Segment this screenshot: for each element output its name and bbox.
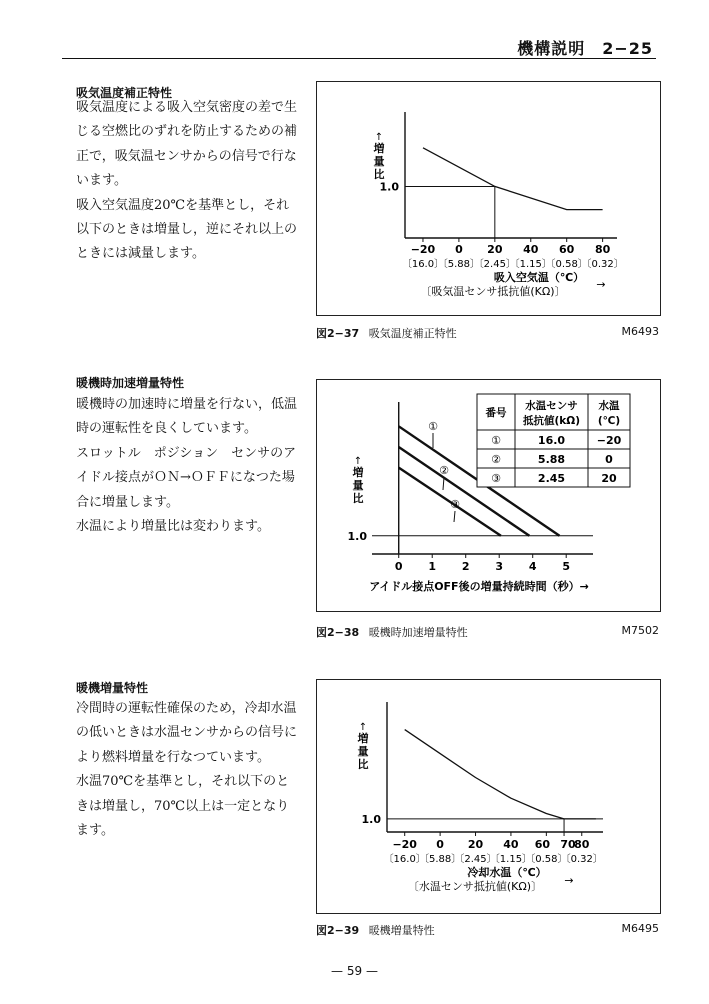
x-tick-label: 20: [467, 838, 484, 851]
y-axis-label-char: 量: [352, 479, 364, 492]
x-tick-label: 0: [394, 560, 403, 573]
figure-2-38-chart: [317, 380, 660, 611]
x-sub-tick-label: 〔1.15〕: [489, 854, 533, 865]
figure-code: M7502: [621, 624, 659, 637]
y-axis-label-char: 比: [373, 168, 385, 181]
x-sub-tick-label: 〔2.45〕: [454, 854, 497, 865]
section-title-intake-temp: 吸気温度補正特性: [76, 86, 173, 100]
page-header-title: 機構説明 2−25: [517, 39, 653, 58]
x-tick-label: 3: [495, 560, 504, 573]
section-title-warmup-accel: 暖機時加速増量特性: [76, 376, 185, 390]
page-number: — 59 —: [331, 964, 378, 978]
y-tick-label: 1.0: [379, 180, 399, 194]
section-body-warmup-enrich: [76, 697, 301, 843]
x-axis-arrow: →: [596, 278, 606, 291]
y-axis-label-char: 量: [373, 155, 385, 168]
x-tick-label: −20: [410, 243, 436, 256]
figure-2-38-panel: [316, 379, 661, 612]
legend-table-cell: 2.45: [537, 472, 566, 485]
paragraph: 水温により増量比は変わります。: [76, 519, 270, 535]
x-sub-tick-label: 〔16.0〕: [401, 259, 445, 270]
section-title-warmup-enrich: 暖機増量特性: [76, 681, 149, 695]
y-axis-label-arrow: ↑: [353, 456, 363, 467]
paragraph: 水温70℃を基準とし，それ以下のときは増量し，70℃以上は一定となります。: [76, 774, 290, 839]
series-line: [405, 730, 596, 819]
legend-table-cell: 16.0: [537, 434, 566, 447]
series-line: [423, 148, 603, 210]
legend-table-header: 水温センサ: [525, 400, 578, 412]
series-label: ①: [428, 420, 438, 433]
series-pointer: [443, 477, 444, 490]
paragraph: 吸気温度による吸入空気密度の差で生じる空燃比のずれを防止するための補正で，吸気温センサからの信号で行ないます。: [76, 100, 298, 189]
x-tick-label: 40: [523, 243, 539, 256]
y-tick-label: 1.0: [347, 529, 367, 543]
series-label: ②: [439, 464, 449, 477]
x-tick-label: 20: [487, 243, 503, 256]
y-axis-label-char: 増: [352, 466, 364, 479]
header-rule: [62, 58, 656, 59]
legend-table-header: 番号: [485, 407, 507, 419]
x-sub-tick-label: 〔2.45〕: [473, 259, 516, 270]
figure-2-39-panel: [316, 679, 661, 914]
y-axis-label-arrow: ↑: [358, 722, 368, 733]
y-tick-label: 1.0: [361, 812, 381, 826]
paragraph: 冷間時の運転性確保のため，冷却水温の低いときは水温センサからの信号により燃料増量を行なつています。: [76, 701, 298, 765]
series-label: ③: [450, 498, 460, 511]
figure-2-39-caption: [316, 922, 659, 938]
figure-number: 図2−37: [316, 327, 360, 340]
legend-table-cell: ②: [491, 453, 501, 466]
x-sub-tick-label: 〔0.32〕: [560, 854, 603, 865]
x-sub-tick-label: 〔0.32〕: [581, 259, 624, 270]
x-sub-tick-label: 〔0.58〕: [545, 259, 588, 270]
legend-table-cell: 5.88: [537, 453, 566, 466]
x-tick-label: 60: [534, 838, 551, 851]
figure-code: M6493: [621, 325, 659, 338]
x-sub-tick-label: 〔16.0〕: [383, 854, 426, 865]
section-body-warmup-accel: [76, 393, 301, 539]
figure-2-37-panel: [316, 81, 661, 316]
legend-table-header: (℃): [597, 415, 621, 427]
legend-table-header: 抵抗値(kΩ): [522, 415, 581, 427]
figure-caption-text: 暖機増量特性: [368, 924, 435, 937]
x-sub-tick-label: 〔5.88〕: [418, 854, 462, 865]
legend-table-cell: ③: [491, 472, 501, 485]
x-tick-label: 40: [503, 838, 519, 851]
x-sub-tick-label: 〔5.88〕: [437, 259, 481, 270]
x-tick-label: 0: [436, 838, 444, 851]
paragraph: 吸入空気温度20℃を基準とし，それ以下のときは増量し，逆にそれ以上のときには減量します。: [76, 197, 298, 262]
figure-2-39-chart: [317, 680, 660, 913]
legend-table-cell: −20: [596, 434, 622, 447]
x-axis-label-resistance: 〔水温センサ抵抗値(KΩ)〕: [407, 880, 543, 893]
y-axis-label-arrow: ↑: [374, 132, 384, 143]
figure-code: M6495: [621, 922, 659, 935]
x-tick-label: 2: [461, 560, 470, 573]
figure-2-37-chart: [317, 82, 660, 315]
x-tick-label: 80: [594, 243, 611, 256]
legend-table-cell: 0: [605, 453, 613, 466]
legend-table-header: 水温: [598, 400, 620, 412]
y-axis-label-char: 増: [357, 732, 369, 745]
figure-number: 図2−38: [316, 626, 360, 639]
figure-caption-text: 吸気温度補正特性: [368, 327, 457, 340]
x-tick-label: 70: [560, 838, 576, 851]
figure-2-37-caption: [316, 325, 659, 341]
x-tick-label: 0: [455, 243, 463, 256]
x-axis-label: 吸入空気温（℃）: [493, 271, 585, 284]
y-axis-label-char: 比: [352, 492, 364, 505]
y-axis-label-char: 比: [357, 758, 369, 771]
x-tick-label: −20: [392, 838, 417, 851]
figure-caption-text: 暖機時加速増量特性: [368, 626, 468, 639]
x-axis-arrow: →: [564, 874, 574, 887]
series-pointer: [454, 511, 455, 522]
x-axis-label: アイドル接点OFF後の増量持続時間（秒）→: [369, 580, 589, 593]
x-tick-label: 5: [562, 560, 571, 573]
x-tick-label: 60: [559, 243, 575, 256]
y-axis-label-char: 量: [357, 745, 369, 758]
x-tick-label: 80: [574, 838, 590, 851]
x-tick-label: 4: [528, 560, 537, 573]
figure-2-38-caption: [316, 624, 659, 640]
paragraph: スロットル ポジション センサのアイドル接点がＯＮ→ＯＦＦになつた場合に増量します。: [76, 445, 297, 510]
x-sub-tick-label: 〔1.15〕: [509, 259, 552, 270]
legend-table-cell: 20: [601, 472, 617, 485]
x-sub-tick-label: 〔0.58〕: [525, 854, 568, 865]
paragraph: 暖機時の加速時に増量を行ない，低温時の運転性を良くしています。: [76, 397, 298, 437]
figure-number: 図2−39: [316, 924, 360, 937]
section-body-intake-temp: [76, 96, 301, 267]
x-axis-label: 冷却水温（℃）: [467, 866, 547, 879]
x-axis-label-resistance: 〔吸気温センサ抵抗値(KΩ)〕: [420, 285, 566, 298]
legend-table-cell: ①: [491, 434, 501, 447]
x-tick-label: 1: [428, 560, 437, 573]
y-axis-label-char: 増: [373, 142, 385, 155]
